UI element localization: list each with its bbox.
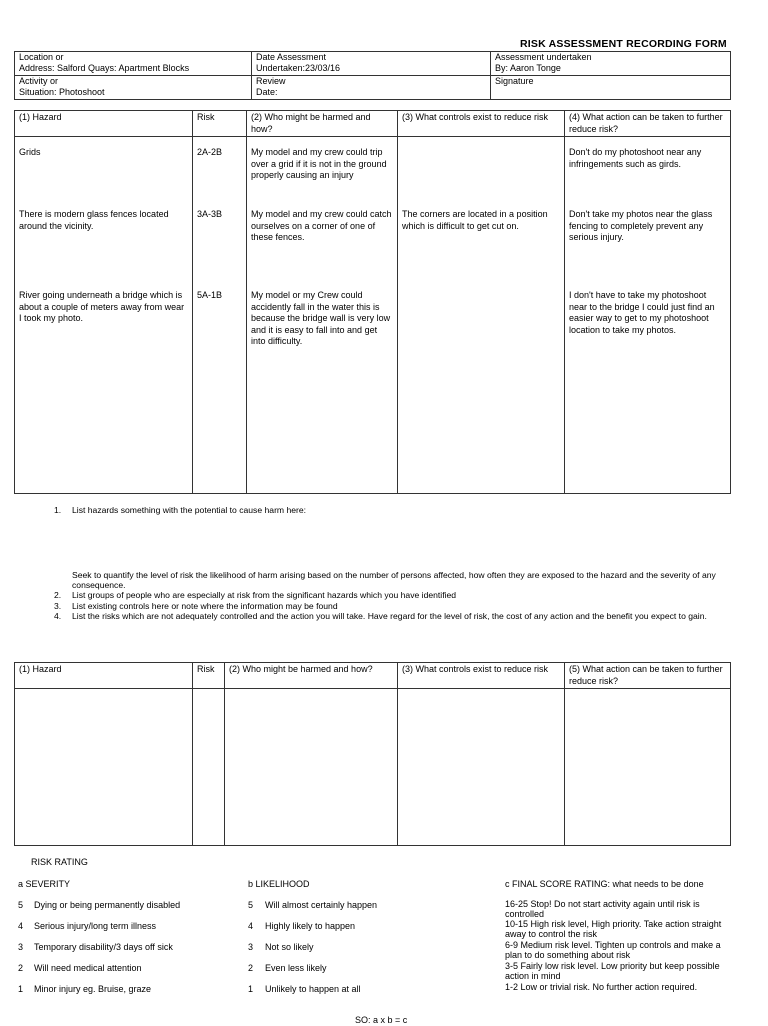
instruction-1: List hazards something with the potential to cause harm here: — [72, 505, 307, 515]
severity-1-text: Minor injury eg. Bruise, graze — [34, 984, 152, 994]
severity-4-text: Serious injury/long term illness — [34, 921, 157, 931]
likelihood-title: b LIKELIHOOD — [248, 879, 310, 889]
instruction-quantify: Seek to quantify the level of risk the likelihood of harm arising based on the number of persons affected, how often they are exposed to the hazard and the severity of any consequence. — [72, 570, 716, 590]
severity-5-number: 5 — [18, 900, 24, 910]
likelihood-4-text: Highly likely to happen — [265, 921, 356, 931]
controls-cell[interactable] — [398, 689, 565, 846]
risk-rating-title: RISK RATING — [31, 857, 88, 867]
action-glass-fences: Don't take my photos near the glass fencing to completely prevent any serious injury. — [569, 209, 713, 242]
action-header: (5) What action can be taken to further reduce risk? — [565, 663, 731, 689]
hazard-header: (1) Hazard — [15, 663, 193, 689]
final-score-1-2: 1-2 Low or trivial risk. No further action required. — [505, 982, 698, 992]
action-river: I don't have to take my photoshoot near to the bridge I could just find an easier way to get to my photoshoot location to take my photos. — [569, 290, 715, 335]
table-header-row — [15, 663, 731, 689]
risk-grids: 2A-2B — [197, 147, 223, 157]
likelihood-1-text: Unlikely to happen at all — [265, 984, 361, 994]
hazard-grids: Grids — [19, 147, 41, 157]
assessment-undertaken-label: Assessment undertaken — [495, 52, 592, 62]
controls-header: (3) What controls exist to reduce risk — [398, 663, 565, 689]
likelihood-4-number: 4 — [248, 921, 254, 931]
undertaken-value: Undertaken:23/03/16 — [256, 63, 341, 73]
risk-glass-fences: 3A-3B — [197, 209, 223, 219]
severity-4-number: 4 — [18, 921, 24, 931]
risk-column — [193, 137, 247, 494]
severity-2-number: 2 — [18, 963, 24, 973]
who-header: (2) Who might be harmed and how? — [225, 663, 398, 689]
likelihood-1-number: 1 — [248, 984, 254, 994]
activity-cell — [15, 76, 252, 100]
instruction-1-number: 1. — [54, 505, 62, 515]
likelihood-5-text: Will almost certainly happen — [265, 900, 378, 910]
signature-cell — [491, 76, 731, 100]
instruction-4: List the risks which are not adequately controlled and the action you will take. Have regard for the level of risk, the cost of any action and the benefit you expect to gain. — [72, 611, 707, 621]
action-column — [565, 137, 731, 494]
likelihood-3-number: 3 — [248, 942, 254, 952]
review-cell — [252, 76, 491, 100]
controls-header: (3) What controls exist to reduce risk — [398, 111, 565, 137]
likelihood-2-text: Even less likely — [265, 963, 327, 973]
review-label: Review — [256, 76, 286, 86]
instruction-3: List existing controls here or note where the information may be found — [72, 601, 338, 611]
action-cell[interactable] — [565, 689, 731, 846]
address-value: Address: Salford Quays: Apartment Blocks — [19, 63, 190, 73]
severity-3-number: 3 — [18, 942, 24, 952]
likelihood-2-number: 2 — [248, 963, 254, 973]
action-header: (4) What action can be taken to further reduce risk? — [565, 111, 731, 137]
risk-river: 5A-1B — [197, 290, 223, 300]
who-header: (2) Who might be harmed and how? — [247, 111, 398, 137]
who-river: My model or my Crew could accidently fall in the water this is because the bridge wall is very low and it is easy to fall into and get into difficulty. — [251, 290, 391, 346]
severity-2-text: Will need medical attention — [34, 963, 142, 973]
final-score-16-25: 16-25 Stop! Do not start activity again until risk is controlled — [505, 899, 700, 919]
location-label: Location or — [19, 52, 64, 62]
situation-value: Situation: Photoshoot — [19, 87, 105, 97]
who-cell[interactable] — [225, 689, 398, 846]
instruction-3-number: 3. — [54, 601, 62, 611]
final-score-3-5: 3-5 Fairly low risk level. Low priority but keep possible action in mind — [505, 961, 720, 981]
who-glass-fences: My model and my crew could catch ourselves on a corner of one of these fences. — [251, 209, 392, 242]
table-header-row — [15, 111, 731, 137]
hazard-glass-fences: There is modern glass fences located around the vicinity. — [19, 209, 169, 231]
hazard-river: River going underneath a bridge which is about a couple of meters away from wear I took my photo. — [19, 290, 185, 323]
severity-3-text: Temporary disability/3 days off sick — [34, 942, 173, 952]
signature-label: Signature — [495, 76, 534, 86]
severity-5-text: Dying or being permanently disabled — [34, 900, 181, 910]
date-label: Date: — [256, 87, 278, 97]
instruction-2: List groups of people who are especially at risk from the significant hazards which you have identified — [72, 590, 457, 600]
activity-label: Activity or — [19, 76, 59, 86]
action-grids: Don't do my photoshoot near any infringements such as girds. — [569, 147, 702, 169]
hazard-column — [15, 137, 193, 494]
date-assessment-label: Date Assessment — [256, 52, 327, 62]
table-row — [15, 689, 731, 846]
risk-table-1 — [14, 110, 731, 494]
risk-header: Risk — [193, 663, 225, 689]
who-column — [247, 137, 398, 494]
hazard-header: (1) Hazard — [15, 111, 193, 137]
who-grids: My model and my crew could trip over a grid if it is not in the ground properly causing an injury — [251, 147, 387, 180]
risk-cell[interactable] — [193, 689, 225, 846]
severity-title: a SEVERITY — [18, 879, 71, 889]
header-table — [14, 51, 731, 100]
location-cell — [15, 52, 252, 76]
likelihood-3-text: Not so likely — [265, 942, 314, 952]
instruction-4-number: 4. — [54, 611, 62, 621]
form-title: RISK ASSESSMENT RECORDING FORM — [520, 38, 727, 50]
score-formula: SO: a x b = c — [355, 1015, 408, 1025]
assessment-cell — [491, 52, 731, 76]
table-row — [15, 137, 731, 494]
final-score-title: c FINAL SCORE RATING: what needs to be done — [505, 879, 704, 889]
final-score-10-15: 10-15 High risk level, High priority. Take action straight away to control the risk — [505, 919, 722, 939]
severity-1-number: 1 — [18, 984, 24, 994]
date-assessment-cell — [252, 52, 491, 76]
instruction-2-number: 2. — [54, 590, 62, 600]
risk-header: Risk — [193, 111, 247, 137]
risk-table-2 — [14, 662, 731, 846]
controls-grids — [402, 147, 560, 209]
likelihood-5-number: 5 — [248, 900, 254, 910]
final-score-6-9: 6-9 Medium risk level. Tighten up controls and make a plan to do something about risk — [505, 940, 721, 960]
hazard-cell[interactable] — [15, 689, 193, 846]
controls-column — [398, 137, 565, 494]
by-value: By: Aaron Tonge — [495, 63, 561, 73]
controls-glass-fences: The corners are located in a position which is difficult to get cut on. — [402, 209, 548, 231]
